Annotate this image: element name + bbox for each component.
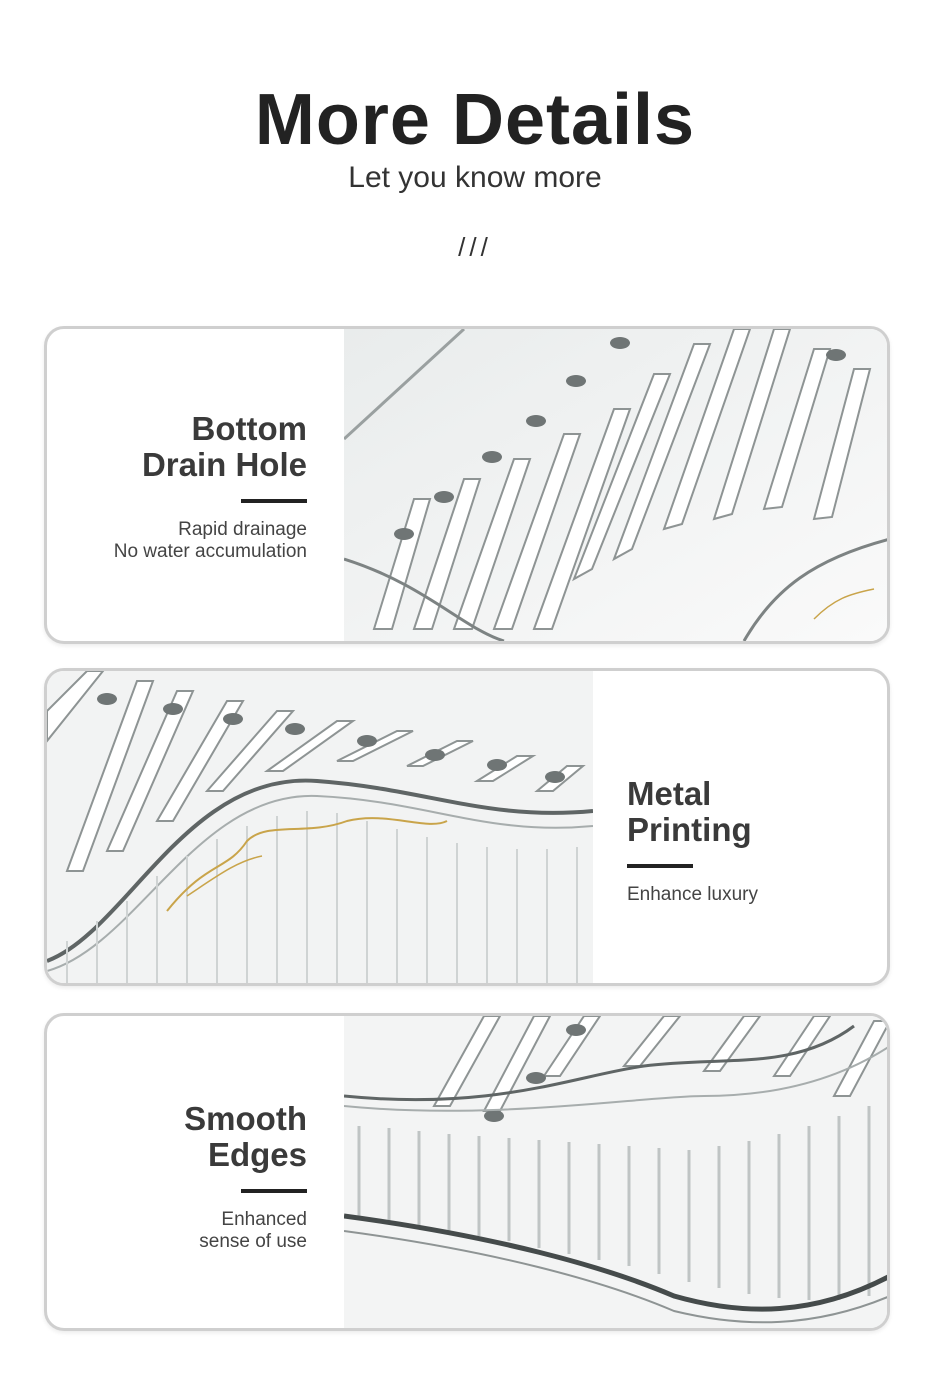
drain-rack-illustration [344,329,890,641]
printed-logo-illustration [47,671,593,983]
feature-text-drain-hole [44,411,307,563]
product-photo-smooth-edges [344,1016,890,1328]
feature-desc-line2: sense of use [199,1231,307,1252]
page-title: More Details [254,80,696,160]
feature-heading-line2: Printing [627,811,752,848]
feature-card-metal-printing [44,668,890,986]
feature-desc-line1: Enhanced [221,1209,307,1230]
feature-heading-line1: Metal [627,775,712,812]
feature-heading-line1: Smooth [184,1100,307,1137]
feature-text-smooth-edges [44,1101,307,1253]
heading-underline [627,864,693,868]
section-divider: /// [458,232,492,262]
page-subtitle: Let you know more [348,161,602,194]
feature-desc-line1: Enhance luxury [627,884,758,905]
rack-edge-illustration [344,1016,890,1328]
feature-desc-line1: Rapid drainage [178,519,307,540]
heading-underline [241,1189,307,1193]
product-photo-drain-holes [344,329,890,641]
heading-underline [241,499,307,503]
page-header [0,0,950,300]
feature-text-metal-printing [627,776,758,906]
feature-desc-line2: No water accumulation [113,541,307,562]
feature-heading-line2: Edges [207,1136,307,1173]
feature-heading-line2: Drain Hole [141,446,307,483]
feature-card-drain-hole [44,326,890,644]
feature-heading-line1: Bottom [191,410,307,447]
product-photo-metal-printing [47,671,593,983]
feature-card-smooth-edges [44,1013,890,1331]
